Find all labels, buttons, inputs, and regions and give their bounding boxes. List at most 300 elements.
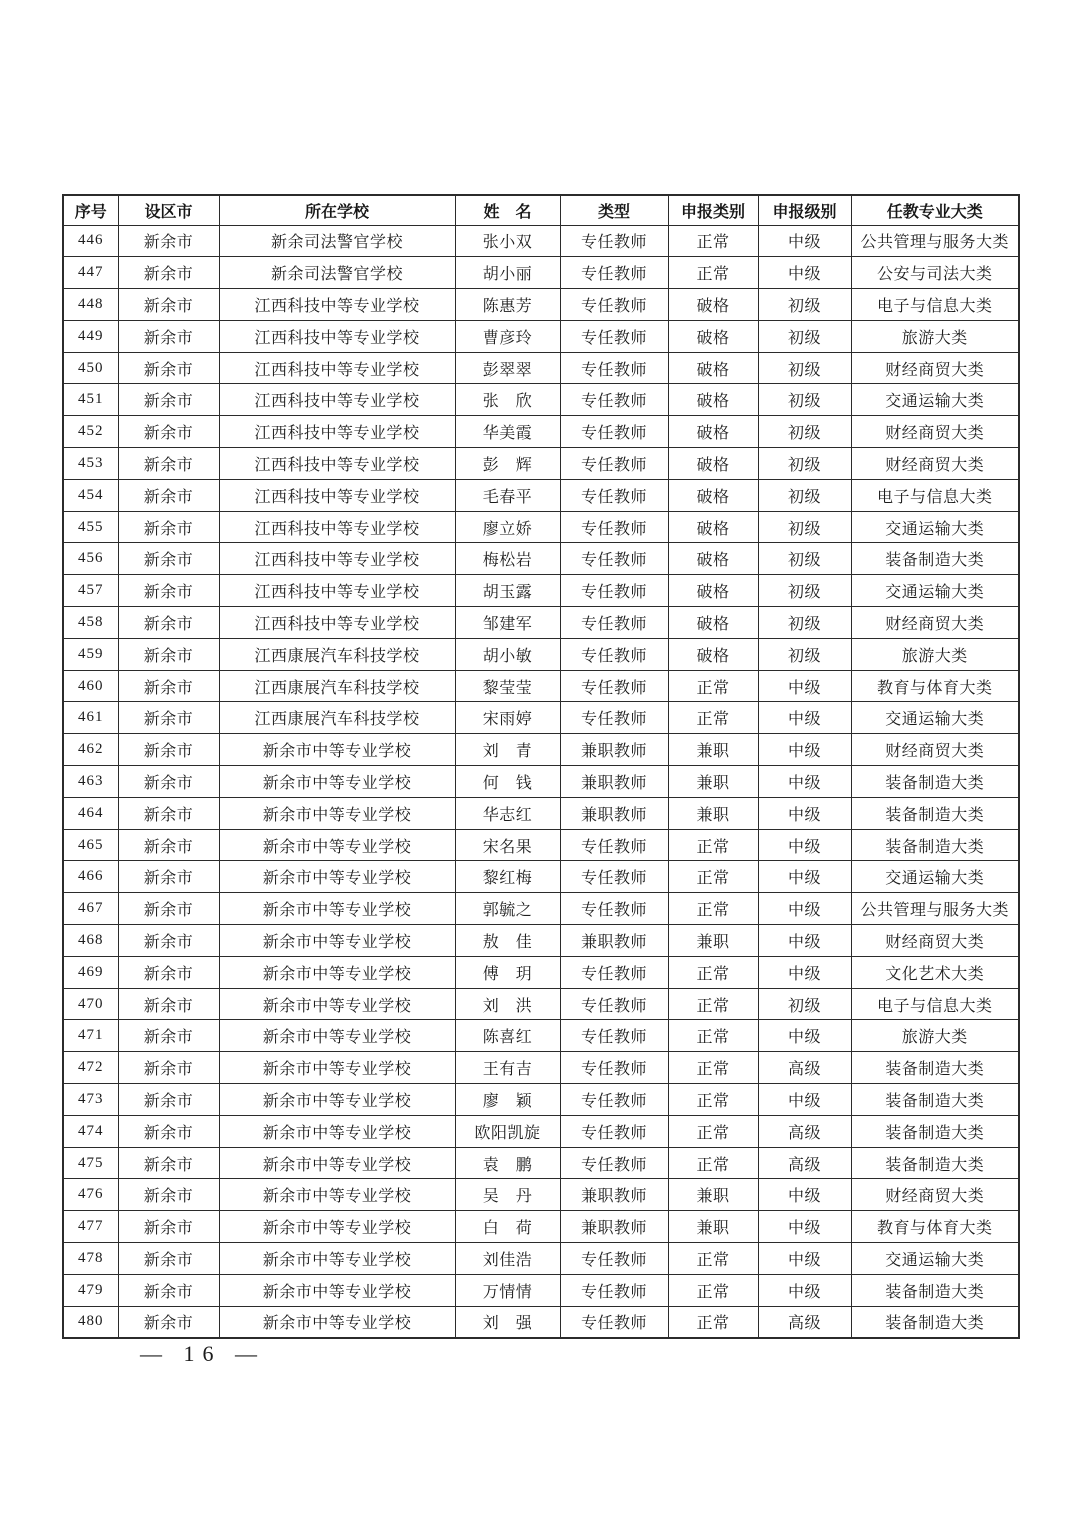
table-cell: 专任教师 (560, 1052, 668, 1084)
table-cell: 白 荷 (455, 1211, 560, 1243)
table-cell: 正常 (668, 861, 758, 893)
table-cell: 廖 颖 (455, 1084, 560, 1116)
table-cell: 刘 青 (455, 734, 560, 766)
table-cell: 473 (63, 1084, 118, 1116)
table-cell: 正常 (668, 702, 758, 734)
table-cell: 新余市 (118, 479, 219, 511)
personnel-table (62, 194, 1020, 1339)
table-cell: 破格 (668, 384, 758, 416)
table-cell: 中级 (758, 1211, 851, 1243)
table-cell: 陈惠芳 (455, 289, 560, 321)
table-cell: 装备制造大类 (851, 1052, 1019, 1084)
table-cell: 457 (63, 575, 118, 607)
table-cell: 装备制造大类 (851, 766, 1019, 798)
table-cell: 破格 (668, 352, 758, 384)
table-cell: 交通运输大类 (851, 575, 1019, 607)
table-cell: 交通运输大类 (851, 511, 1019, 543)
table-cell: 477 (63, 1211, 118, 1243)
table-cell: 专任教师 (560, 479, 668, 511)
table-cell: 新余市中等专业学校 (219, 1020, 455, 1052)
table-cell: 破格 (668, 479, 758, 511)
table-cell: 财经商贸大类 (851, 925, 1019, 957)
table-cell: 新余市 (118, 734, 219, 766)
table-cell: 刘 洪 (455, 988, 560, 1020)
table-row (63, 956, 1019, 988)
table-cell: 专任教师 (560, 511, 668, 543)
table-cell: 初级 (758, 448, 851, 480)
table-cell: 胡小敏 (455, 638, 560, 670)
table-cell: 初级 (758, 479, 851, 511)
table-row (63, 257, 1019, 289)
table-cell: 破格 (668, 416, 758, 448)
table-row (63, 543, 1019, 575)
table-cell: 479 (63, 1274, 118, 1306)
table-cell: 破格 (668, 320, 758, 352)
table-row (63, 352, 1019, 384)
table-cell: 正常 (668, 829, 758, 861)
table-cell: 正常 (668, 225, 758, 257)
table-cell: 财经商贸大类 (851, 352, 1019, 384)
table-cell: 专任教师 (560, 448, 668, 480)
table-cell: 初级 (758, 638, 851, 670)
table-cell: 廖立娇 (455, 511, 560, 543)
table-cell: 初级 (758, 543, 851, 575)
table-cell: 高级 (758, 1147, 851, 1179)
table-cell: 新余市 (118, 384, 219, 416)
table-cell: 中级 (758, 702, 851, 734)
table-row (63, 734, 1019, 766)
table-cell: 交通运输大类 (851, 384, 1019, 416)
table-cell: 中级 (758, 734, 851, 766)
table-row (63, 607, 1019, 639)
table-cell: 吴 丹 (455, 1179, 560, 1211)
table-row (63, 289, 1019, 321)
table-cell: 464 (63, 797, 118, 829)
page-number: — 16 — (140, 1341, 265, 1366)
table-cell: 专任教师 (560, 1115, 668, 1147)
table-row (63, 479, 1019, 511)
table-cell: 旅游大类 (851, 638, 1019, 670)
table-cell: 兼职 (668, 766, 758, 798)
table-cell: 正常 (668, 1052, 758, 1084)
table-cell: 专任教师 (560, 638, 668, 670)
table-cell: 江西科技中等专业学校 (219, 607, 455, 639)
table-cell: 高级 (758, 1306, 851, 1338)
table-cell: 财经商贸大类 (851, 416, 1019, 448)
table-cell: 专任教师 (560, 702, 668, 734)
table-cell: 新余市 (118, 1147, 219, 1179)
table-cell: 初级 (758, 289, 851, 321)
table-row (63, 1115, 1019, 1147)
table-cell: 张 欣 (455, 384, 560, 416)
table-cell: 462 (63, 734, 118, 766)
table-cell: 新余市 (118, 670, 219, 702)
table-cell: 傅 玥 (455, 956, 560, 988)
table-cell: 万情情 (455, 1274, 560, 1306)
table-cell: 专任教师 (560, 1147, 668, 1179)
table-cell: 装备制造大类 (851, 1147, 1019, 1179)
table-cell: 公共管理与服务大类 (851, 893, 1019, 925)
table-cell: 新余市中等专业学校 (219, 1274, 455, 1306)
table-cell: 王有吉 (455, 1052, 560, 1084)
table-cell: 破格 (668, 448, 758, 480)
table-cell: 江西科技中等专业学校 (219, 352, 455, 384)
table-cell: 袁 鹏 (455, 1147, 560, 1179)
table-cell: 中级 (758, 766, 851, 798)
table-cell: 新余市中等专业学校 (219, 1306, 455, 1338)
column-header: 设区市 (118, 195, 219, 225)
table-cell: 装备制造大类 (851, 1115, 1019, 1147)
table-cell: 475 (63, 1147, 118, 1179)
table-row (63, 225, 1019, 257)
table-cell: 专任教师 (560, 956, 668, 988)
table-cell: 江西科技中等专业学校 (219, 384, 455, 416)
table-row (63, 670, 1019, 702)
table-cell: 交通运输大类 (851, 861, 1019, 893)
table-cell: 468 (63, 925, 118, 957)
table-cell: 450 (63, 352, 118, 384)
table-cell: 新余市 (118, 575, 219, 607)
table-cell: 专任教师 (560, 352, 668, 384)
table-cell: 兼职教师 (560, 1179, 668, 1211)
table-cell: 电子与信息大类 (851, 289, 1019, 321)
table-cell: 兼职 (668, 925, 758, 957)
table-cell: 新余市 (118, 416, 219, 448)
table-cell: 公共管理与服务大类 (851, 225, 1019, 257)
table-cell: 公安与司法大类 (851, 257, 1019, 289)
table-cell: 专任教师 (560, 1243, 668, 1275)
table-cell: 正常 (668, 1115, 758, 1147)
table-cell: 兼职 (668, 734, 758, 766)
table-cell: 新余市 (118, 352, 219, 384)
table-cell: 电子与信息大类 (851, 479, 1019, 511)
table-row (63, 638, 1019, 670)
table-cell: 专任教师 (560, 607, 668, 639)
table-cell: 正常 (668, 1243, 758, 1275)
table-cell: 471 (63, 1020, 118, 1052)
table-cell: 专任教师 (560, 829, 668, 861)
column-header: 姓 名 (455, 195, 560, 225)
table-cell: 教育与体育大类 (851, 1211, 1019, 1243)
table-cell: 曹彦玲 (455, 320, 560, 352)
table-cell: 新余市 (118, 1084, 219, 1116)
table-cell: 中级 (758, 893, 851, 925)
table-cell: 中级 (758, 670, 851, 702)
table-cell: 欧阳凯旋 (455, 1115, 560, 1147)
table-cell: 455 (63, 511, 118, 543)
table-cell: 江西科技中等专业学校 (219, 320, 455, 352)
table-cell: 中级 (758, 925, 851, 957)
table-cell: 新余市中等专业学校 (219, 797, 455, 829)
table-cell: 447 (63, 257, 118, 289)
table-row (63, 829, 1019, 861)
table-cell: 破格 (668, 289, 758, 321)
table-cell: 456 (63, 543, 118, 575)
table-cell: 中级 (758, 797, 851, 829)
table-cell: 新余市 (118, 289, 219, 321)
table-cell: 472 (63, 1052, 118, 1084)
table-cell: 新余市中等专业学校 (219, 1084, 455, 1116)
table-cell: 449 (63, 320, 118, 352)
table-cell: 中级 (758, 956, 851, 988)
table-cell: 装备制造大类 (851, 797, 1019, 829)
table-cell: 宋雨婷 (455, 702, 560, 734)
table-cell: 中级 (758, 257, 851, 289)
table-row (63, 861, 1019, 893)
table-cell: 新余市中等专业学校 (219, 1211, 455, 1243)
table-cell: 新余市 (118, 607, 219, 639)
table-cell: 新余市 (118, 1115, 219, 1147)
table-cell: 邹建军 (455, 607, 560, 639)
table-cell: 梅松岩 (455, 543, 560, 575)
table-cell: 江西康展汽车科技学校 (219, 702, 455, 734)
table-cell: 新余司法警官学校 (219, 225, 455, 257)
table-cell: 刘 强 (455, 1306, 560, 1338)
table-cell: 装备制造大类 (851, 1274, 1019, 1306)
table-cell: 新余市 (118, 988, 219, 1020)
table-row (63, 1243, 1019, 1275)
column-header: 任教专业大类 (851, 195, 1019, 225)
table-cell: 448 (63, 289, 118, 321)
table-cell: 476 (63, 1179, 118, 1211)
table-cell: 中级 (758, 1179, 851, 1211)
table-cell: 兼职教师 (560, 1211, 668, 1243)
table-cell: 新余市 (118, 1179, 219, 1211)
column-header: 申报级别 (758, 195, 851, 225)
table-row (63, 1306, 1019, 1338)
table-cell: 财经商贸大类 (851, 607, 1019, 639)
table-cell: 正常 (668, 1147, 758, 1179)
table-cell: 兼职教师 (560, 797, 668, 829)
table-cell: 胡小丽 (455, 257, 560, 289)
table-cell: 毛春平 (455, 479, 560, 511)
table-cell: 新余市中等专业学校 (219, 1052, 455, 1084)
table-cell: 兼职 (668, 1179, 758, 1211)
table-cell: 江西科技中等专业学校 (219, 289, 455, 321)
table-cell: 初级 (758, 511, 851, 543)
table-cell: 江西科技中等专业学校 (219, 575, 455, 607)
table-cell: 专任教师 (560, 416, 668, 448)
table-cell: 474 (63, 1115, 118, 1147)
table-cell: 461 (63, 702, 118, 734)
table-cell: 新余市 (118, 511, 219, 543)
table-cell: 初级 (758, 988, 851, 1020)
table-cell: 初级 (758, 607, 851, 639)
table-cell: 正常 (668, 893, 758, 925)
table-cell: 张小双 (455, 225, 560, 257)
table-cell: 刘佳浩 (455, 1243, 560, 1275)
table-cell: 专任教师 (560, 1084, 668, 1116)
table-cell: 电子与信息大类 (851, 988, 1019, 1020)
table-cell: 江西科技中等专业学校 (219, 416, 455, 448)
table-cell: 交通运输大类 (851, 702, 1019, 734)
column-header: 类型 (560, 195, 668, 225)
table-cell: 黎莹莹 (455, 670, 560, 702)
table-cell: 460 (63, 670, 118, 702)
table-cell: 初级 (758, 416, 851, 448)
table-cell: 新余市 (118, 1052, 219, 1084)
table-cell: 新余市 (118, 638, 219, 670)
table-cell: 江西科技中等专业学校 (219, 448, 455, 480)
table-cell: 新余市 (118, 257, 219, 289)
table-cell: 旅游大类 (851, 1020, 1019, 1052)
table-row (63, 1020, 1019, 1052)
table-cell: 中级 (758, 1243, 851, 1275)
table-cell: 新余市中等专业学校 (219, 734, 455, 766)
table-cell: 郭毓之 (455, 893, 560, 925)
table-cell: 中级 (758, 1084, 851, 1116)
table-cell: 旅游大类 (851, 320, 1019, 352)
table-cell: 新余市 (118, 543, 219, 575)
table-cell: 新余市中等专业学校 (219, 956, 455, 988)
table-cell: 新余市 (118, 1306, 219, 1338)
table-cell: 正常 (668, 1306, 758, 1338)
table-cell: 454 (63, 479, 118, 511)
table-row (63, 416, 1019, 448)
table-cell: 江西康展汽车科技学校 (219, 638, 455, 670)
table-cell: 新余市 (118, 702, 219, 734)
table-row (63, 1179, 1019, 1211)
table-cell: 兼职 (668, 797, 758, 829)
table-cell: 教育与体育大类 (851, 670, 1019, 702)
table-cell: 华志红 (455, 797, 560, 829)
table-cell: 专任教师 (560, 988, 668, 1020)
table-body (63, 225, 1019, 1338)
table-cell: 专任教师 (560, 384, 668, 416)
table-cell: 新余市中等专业学校 (219, 1179, 455, 1211)
table-cell: 458 (63, 607, 118, 639)
table-cell: 江西康展汽车科技学校 (219, 670, 455, 702)
table-cell: 高级 (758, 1052, 851, 1084)
table-cell: 新余市中等专业学校 (219, 925, 455, 957)
table-cell: 新余市中等专业学校 (219, 893, 455, 925)
table-cell: 465 (63, 829, 118, 861)
table-cell: 江西科技中等专业学校 (219, 511, 455, 543)
table-cell: 正常 (668, 1084, 758, 1116)
table-cell: 专任教师 (560, 575, 668, 607)
table-cell: 463 (63, 766, 118, 798)
table-cell: 新余市 (118, 1243, 219, 1275)
table-cell: 新余司法警官学校 (219, 257, 455, 289)
table-cell: 446 (63, 225, 118, 257)
table-cell: 新余市 (118, 448, 219, 480)
table-cell: 470 (63, 988, 118, 1020)
table-cell: 新余市 (118, 829, 219, 861)
table-row (63, 702, 1019, 734)
table-cell: 初级 (758, 320, 851, 352)
table-cell: 478 (63, 1243, 118, 1275)
column-header: 所在学校 (219, 195, 455, 225)
table-cell: 新余市中等专业学校 (219, 1243, 455, 1275)
table-row (63, 893, 1019, 925)
table-cell: 财经商贸大类 (851, 448, 1019, 480)
table-cell: 新余市 (118, 1020, 219, 1052)
table-cell: 正常 (668, 257, 758, 289)
table-cell: 新余市 (118, 861, 219, 893)
table-cell: 江西科技中等专业学校 (219, 543, 455, 575)
table-cell: 专任教师 (560, 543, 668, 575)
table-cell: 新余市中等专业学校 (219, 1147, 455, 1179)
table-cell: 装备制造大类 (851, 829, 1019, 861)
table-cell: 466 (63, 861, 118, 893)
table-cell: 装备制造大类 (851, 1306, 1019, 1338)
table-cell: 专任教师 (560, 289, 668, 321)
table-cell: 破格 (668, 638, 758, 670)
table-row (63, 766, 1019, 798)
column-header: 申报类别 (668, 195, 758, 225)
table-cell: 破格 (668, 575, 758, 607)
table-row (63, 320, 1019, 352)
table-cell: 480 (63, 1306, 118, 1338)
table-row (63, 384, 1019, 416)
table-cell: 华美霞 (455, 416, 560, 448)
table-row (63, 1052, 1019, 1084)
table-cell: 专任教师 (560, 893, 668, 925)
table-row (63, 1147, 1019, 1179)
table-cell: 文化艺术大类 (851, 956, 1019, 988)
table-cell: 兼职 (668, 1211, 758, 1243)
table-row (63, 448, 1019, 480)
table-cell: 新余市中等专业学校 (219, 766, 455, 798)
table-cell: 交通运输大类 (851, 1243, 1019, 1275)
table-cell: 452 (63, 416, 118, 448)
table-cell: 宋名果 (455, 829, 560, 861)
table-cell: 新余市 (118, 320, 219, 352)
table-cell: 新余市 (118, 925, 219, 957)
column-header: 序号 (63, 195, 118, 225)
table-cell: 新余市 (118, 225, 219, 257)
table-cell: 破格 (668, 607, 758, 639)
table-cell: 装备制造大类 (851, 543, 1019, 575)
table-cell: 财经商贸大类 (851, 734, 1019, 766)
table-cell: 黎红梅 (455, 861, 560, 893)
table-cell: 正常 (668, 956, 758, 988)
table-cell: 兼职教师 (560, 734, 668, 766)
table-cell: 新余市中等专业学校 (219, 829, 455, 861)
table-cell: 装备制造大类 (851, 1084, 1019, 1116)
table-cell: 敖 佳 (455, 925, 560, 957)
table-cell: 正常 (668, 1020, 758, 1052)
table-row (63, 511, 1019, 543)
table-header-row (63, 195, 1019, 225)
table-row (63, 988, 1019, 1020)
table-cell: 彭 辉 (455, 448, 560, 480)
table-cell: 彭翠翠 (455, 352, 560, 384)
table-cell: 破格 (668, 511, 758, 543)
table-cell: 新余市中等专业学校 (219, 988, 455, 1020)
table-cell: 新余市 (118, 956, 219, 988)
table-cell: 新余市 (118, 766, 219, 798)
table-cell: 专任教师 (560, 1274, 668, 1306)
table-cell: 453 (63, 448, 118, 480)
table-cell: 新余市 (118, 1211, 219, 1243)
table-cell: 何 钱 (455, 766, 560, 798)
table-row (63, 575, 1019, 607)
table-cell: 破格 (668, 543, 758, 575)
table-cell: 兼职教师 (560, 925, 668, 957)
table-cell: 中级 (758, 1274, 851, 1306)
table-cell: 新余市 (118, 1274, 219, 1306)
table-cell: 专任教师 (560, 670, 668, 702)
table-cell: 财经商贸大类 (851, 1179, 1019, 1211)
table-cell: 459 (63, 638, 118, 670)
table-cell: 正常 (668, 988, 758, 1020)
table-cell: 新余市中等专业学校 (219, 1115, 455, 1147)
table-cell: 专任教师 (560, 257, 668, 289)
table-cell: 专任教师 (560, 861, 668, 893)
table-cell: 专任教师 (560, 225, 668, 257)
table-cell: 初级 (758, 384, 851, 416)
